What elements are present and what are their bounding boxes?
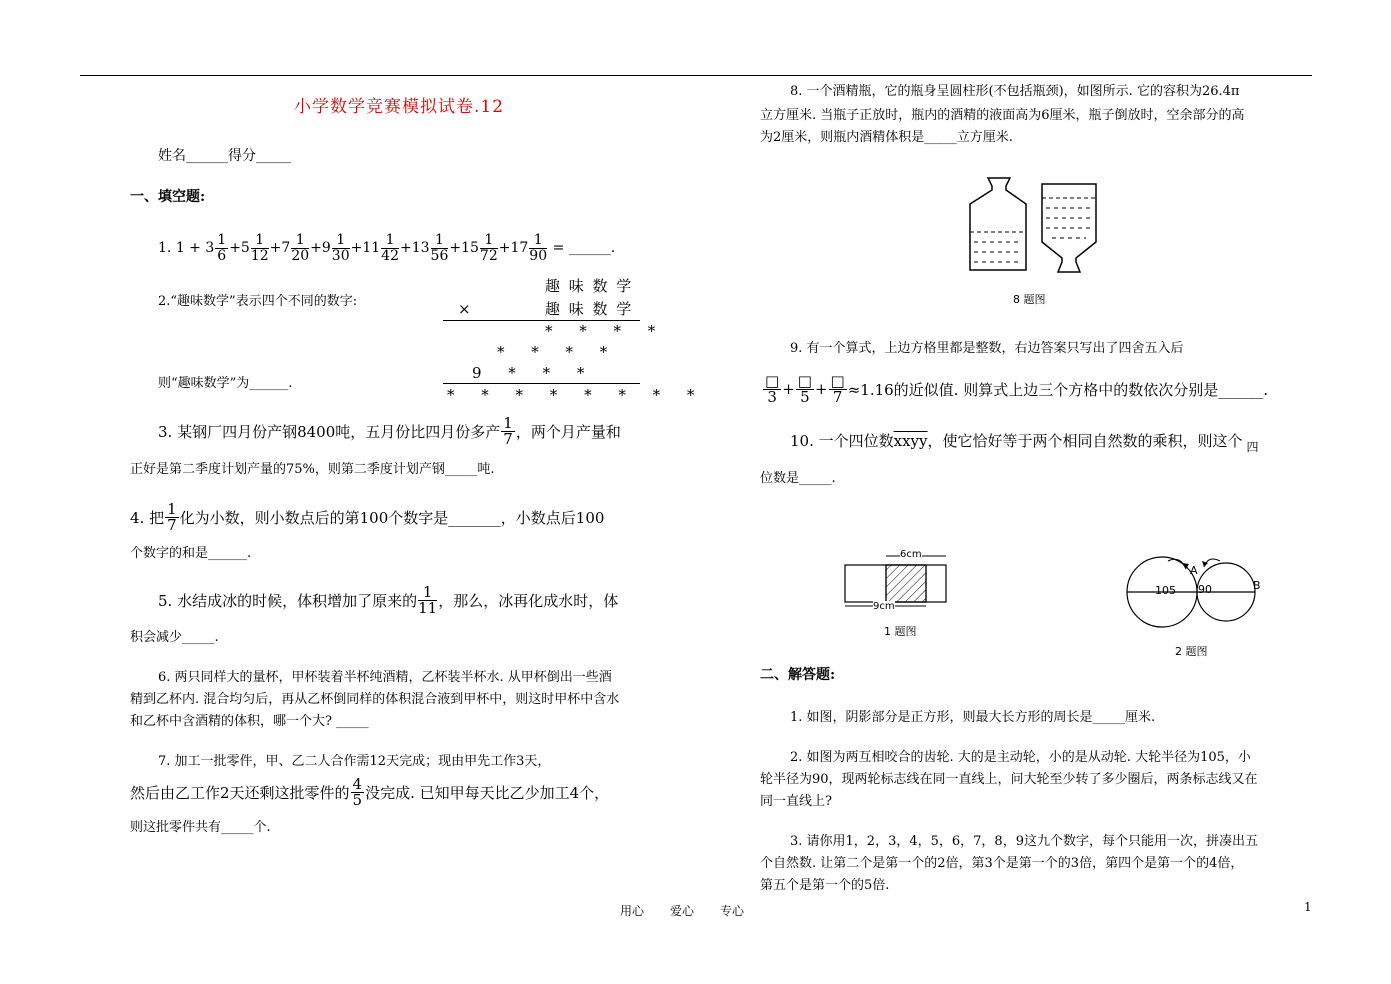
question-8-line-1: 8. 一个酒精瓶，它的瓶身呈圆柱形(不包括瓶颈)，如图所示. 它的容积为26.4π	[790, 84, 1240, 99]
fraction: $\frac{1}{7}$	[167, 499, 177, 534]
question-2-answer: 则“趣味数学”为______.	[158, 376, 293, 391]
puzzle-row-2: 趣 味 数 学	[545, 300, 634, 318]
question-4-line-1: 4. 把 $\frac{1}{7}$ 化为小数，则小数点后的第100个数字是_______，小数点后100	[130, 499, 605, 534]
solve-2-line-2: 轮半径为90，现两轮标志线在同一直线上，问大轮至少转了多少圈后，两条标志线又在	[760, 772, 1258, 787]
label-9cm: 9cm	[873, 601, 895, 612]
fraction: $\frac{1}{56}$	[430, 231, 449, 264]
figure-1-caption: 1 题图	[884, 625, 917, 638]
fraction: $\frac{1}{11}$	[418, 582, 438, 617]
section-solve-heading: 二、解答题:	[760, 667, 836, 683]
fraction: $\frac{1}{6}$	[217, 231, 227, 264]
solve-3-line-3: 第五个是第一个的5倍.	[760, 878, 890, 893]
puzzle-row-5: 9 * * *	[472, 364, 596, 382]
fraction: $\frac{1}{42}$	[381, 231, 399, 264]
question-3-line-2: 正好是第二季度计划产量的75%，则第二季度计划产钢_____吨.	[130, 462, 495, 477]
solve-2-line-1: 2. 如图为两互相咬合的齿轮. 大的是主动轮，小的是从动轮. 大轮半径为105，小	[790, 750, 1251, 765]
question-4-line-2: 个数字的和是______.	[130, 546, 252, 561]
page-number: 1	[1304, 900, 1312, 914]
question-5-line-2: 积会减少_____.	[130, 630, 219, 645]
fraction: $\frac{1}{30}$	[331, 231, 350, 264]
question-8-line-2: 立方厘米. 当瓶子正放时，瓶内的酒精的液面高为6厘米，瓶子倒放时，空余部分的高	[760, 108, 1245, 123]
question-9-line-2: $\frac{□}{3}$ + $\frac{□}{5}$ + $\frac{□}{7}$ ≈1.16的近似值. 则算式上边三个方格中的数依次分别是______.	[765, 371, 1268, 406]
gear-small-radius: 90	[1198, 583, 1212, 596]
solve-1: 1. 如图，阴影部分是正方形，则最大长方形的周长是_____厘米.	[790, 710, 1156, 725]
question-10-line-1: 10. 一个四位数 xxyy ，使它恰好等于两个相同自然数的乘积，则这个 四	[790, 431, 1259, 454]
fraction: $\frac{□}{7}$	[830, 371, 845, 406]
question-7-line-3: 则这批零件共有_____个.	[130, 820, 271, 835]
fraction: $\frac{1}{90}$	[529, 231, 548, 264]
label-6cm: 6cm	[900, 549, 922, 560]
question-7-line-2: 然后由乙工作2天还剩这批零件的 $\frac{4}{5}$ 没完成. 已知甲每天比乙少加工4个，	[130, 774, 610, 809]
question-2-text: 2.“趣味数学”表示四个不同的数字:	[158, 294, 358, 309]
multiply-sign: ×	[458, 300, 471, 318]
figure-2-caption: 2 题图	[1175, 645, 1208, 658]
fraction: $\frac{□}{5}$	[797, 371, 812, 406]
question-6-line-2: 精到乙杯内. 混合均匀后，再从乙杯倒同样的体积混合液到甲杯中，则这时甲杯中含水	[130, 692, 620, 707]
solve-3-line-1: 3. 请你用1，2，3，4，5，6，7，8，9这九个数字，每个只能用一次，拼凑出五	[790, 834, 1258, 849]
question-9-line-1: 9. 有一个算式，上边方格里都是整数，右边答案只写出了四舍五入后	[790, 341, 1184, 356]
question-3-line-1: 3. 某钢厂四月份产钢8400吨，五月份比四月份多产 $\frac{1}{7}$ ，两个月产量和	[158, 413, 621, 448]
puzzle-row-1: 趣 味 数 学	[545, 277, 634, 295]
solve-2-line-3: 同一直线上?	[760, 794, 832, 809]
top-rule	[80, 75, 1312, 76]
fraction: $\frac{1}{20}$	[291, 231, 310, 264]
footer-item-2: 爱心	[670, 904, 695, 918]
solve-3-line-2: 个自然数. 让第二个是第一个的2倍，第3个是第一个的3倍，第四个是第一个的4倍，	[760, 856, 1244, 871]
gear-big-radius: 105	[1155, 584, 1176, 597]
question-5-line-1: 5. 水结成冰的时候，体积增加了原来的 $\frac{1}{11}$ ，那么，冰再化成水时，体	[158, 582, 619, 617]
fraction: $\frac{1}{7}$	[503, 413, 513, 448]
name-score-line: 姓名______得分_____	[158, 148, 291, 164]
puzzle-line-2	[443, 383, 640, 384]
question-7-line-1: 7. 加工一批零件，甲、乙二人合作需12天完成；现由甲先工作3天，	[158, 754, 551, 769]
puzzle-row-4: * * * *	[497, 343, 619, 361]
question-1: 1. 1 + 3 $\frac{1}{6}$ +5 $\frac{1}{12}$ +7 $\frac{1}{20}$ +9 $\frac{1}{30}$ +11 $\frac{1}{42}$ +13 $\frac{1}{56}$ +15 $\frac{1}{72}$ +17 $\frac{1}{90}$ = ______.	[158, 231, 616, 264]
rectangle-figure	[840, 548, 950, 618]
question-8-line-3: 为2厘米，则瓶内酒精体积是_____立方厘米.	[760, 130, 1013, 145]
label-a: A	[1190, 564, 1198, 577]
fraction: $\frac{4}{5}$	[352, 774, 363, 809]
question-10-line-2: 位数是_____.	[760, 471, 836, 486]
puzzle-row-6: * * * * * * * *	[447, 386, 706, 404]
page-title: 小学数学竞赛模拟试卷.12	[294, 97, 505, 117]
question-6-line-3: 和乙杯中含酒精的体积，哪一个大? _____	[130, 714, 369, 729]
figure-8-caption: 8 题图	[1013, 293, 1046, 306]
fraction: $\frac{1}{12}$	[250, 231, 269, 264]
fraction: $\frac{□}{3}$	[765, 371, 780, 406]
fraction: $\frac{1}{72}$	[479, 231, 498, 264]
footer-item-3: 专心	[720, 904, 745, 918]
question-6-line-1: 6. 两只同样大的量杯，甲杯装着半杯纯酒精，乙杯装半杯水. 从甲杯倒出一些酒	[158, 670, 612, 685]
section-fill-blank-heading: 一、填空题:	[130, 189, 206, 205]
label-b: B	[1253, 579, 1261, 592]
puzzle-row-3: * * * *	[545, 322, 667, 340]
four-digit-number: xxyy	[893, 431, 928, 450]
footer-item-1: 用心	[620, 904, 645, 918]
bottle-figure	[960, 170, 1110, 285]
puzzle-line-1	[443, 320, 640, 321]
